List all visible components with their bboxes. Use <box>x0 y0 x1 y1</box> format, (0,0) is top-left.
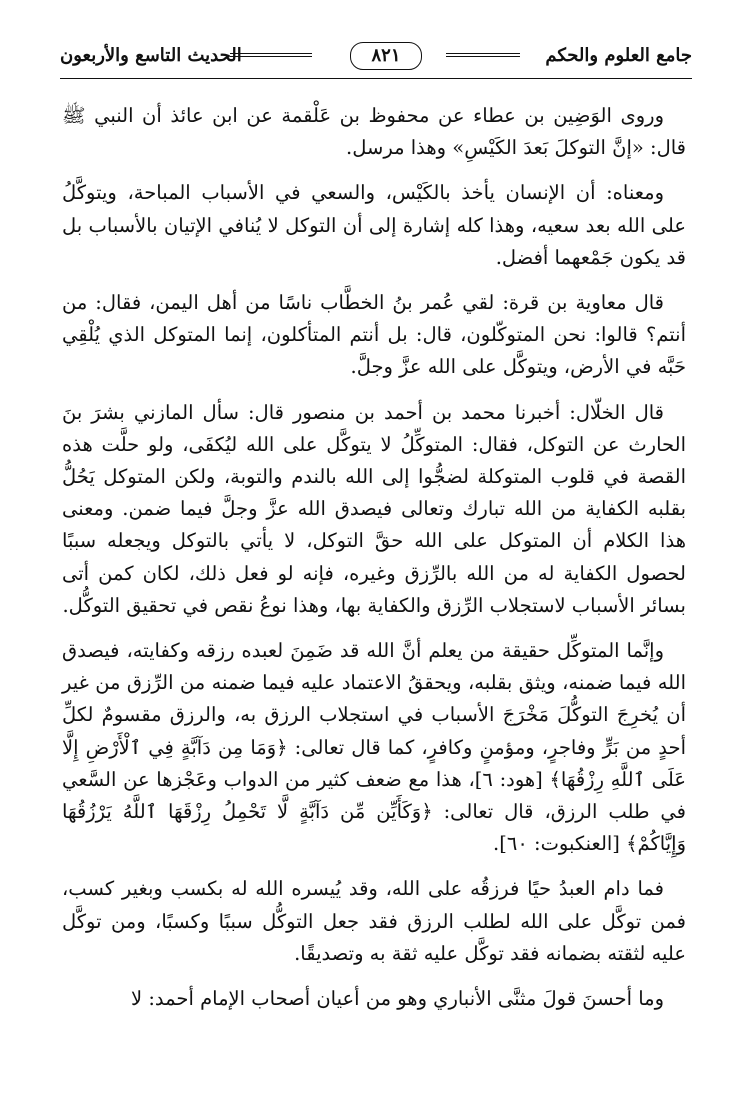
paragraph: فما دام العبدُ حيًا فرزقُه على الله، وقد يُيسره الله له بكسب وبغير كسب، فمن توكَّل على الله لطلب الرزق فقد جعل التوكُّل سببًا وكسبًا، ومن توكَّل عليه لثقته بضمانه فقد توكَّل عليه ثقة به وتصديقًا. <box>62 877 686 965</box>
page-header <box>60 36 692 76</box>
chapter-title: الحديث التاسع والأربعون <box>60 45 242 66</box>
paragraph: وما أحسنَ قولَ مثنَّى الأنباري وهو من أعيان أصحاب الإمام أحمد: لا <box>131 987 664 1011</box>
header-divider <box>60 78 692 79</box>
paragraph: وإنَّما المتوكِّل حقيقة من يعلم أنَّ الله قد ضَمِنَ لعبده رزقه وكفايته، فيصدق الله فيما ضمنه، ويثق بقلبه، ويحققُ الاعتماد عليه فيما ضمنه من الرِّزق من غير أن يُخرِجَ التوكُّلَ مَخْرَجَ الأسباب في استجلاب الرزق به، والرزق مقسومٌ لكلِّ أحدٍ من بَرٍّ وفاجرٍ، ومؤمنٍ وكافرٍ، كما قال تعالى: ﴿وَمَا مِن دَآبَّةٍ فِي ٱلْأَرْضِ إِلَّا عَلَى ٱللَّهِ رِزْقُهَا﴾ [هود: ٦]، هذا مع ضعف كثير من الدواب وعَجْزها عن السَّعي في طلب الرزق، قال تعالى: ﴿وَكَأَيِّن مِّن دَآبَّةٍ لَّا تَحْمِلُ رِزْقَهَا ٱللَّهُ يَرْزُقُهَا وَإِيَّاكُمْ﴾ [العنكبوت: ٦٠]. <box>62 639 686 856</box>
header-rule-right <box>446 53 520 57</box>
paragraph: ومعناه: أن الإنسان يأخذ بالكَيْس، والسعي في الأسباب المباحة، ويتوكَّلُ على الله بعد سعيه، وهذا كله إشارة إلى أن التوكل لا يُنافي الإتيان بالأسباب بل قد يكون جَمْعهما أفضل. <box>62 181 686 269</box>
paragraph: قال الخلّال: أخبرنا محمد بن أحمد بن منصور قال: سأل المازني بشرَ بنَ الحارث عن التوكل، فقال: المتوكِّلُ لا يتوكَّل على الله ليُكفَى، ولو حلَّت هذه القصة في قلوب المتوكلة لضجُّوا إلى الله بالندم والتوبة، ولكن المتوكل يَحُلُّ بقلبه الكفاية من الله تبارك وتعالى فيصدق الله عزَّ وجلَّ فيما ضمن. ومعنى هذا الكلام أن المتوكل على الله حقَّ التوكل، لا يأتي بالتوكل ويجعله سببًا لحصول الكفاية له من الله بالرِّزق وغيره، فإنه لو فعل ذلك، لكان كمن أتى بسائر الأسباب لاستجلاب الرِّزق والكفاية بها، وهذا نوعُ نقص في تحقيق التوكُّل. <box>62 400 686 617</box>
body-text <box>62 100 686 1015</box>
book-title: جامع العلوم والحكم <box>545 45 692 66</box>
paragraph: قال معاوية بن قرة: لقي عُمر بنُ الخطَّاب ناسًا من أهل اليمن، فقال: من أنتم؟ قالوا: نحن المتوكّلون، قال: بل أنتم المتأكلون، إنما المتوكل الذي يُلْقِي حَبَّه في الأرض، ويتوكَّل على الله عزَّ وجلَّ. <box>62 291 686 379</box>
paragraph: وروى الوَضِين بن عطاء عن محفوظ بن عَلْقمة عن ابن عائذ أن النبي ﷺ قال: «إنَّ التوكلَ بَعدَ الكَيْسِ» وهذا مرسل. <box>62 104 686 160</box>
page-number: ٨٢١ <box>350 42 422 70</box>
header-rule-left <box>230 53 312 57</box>
